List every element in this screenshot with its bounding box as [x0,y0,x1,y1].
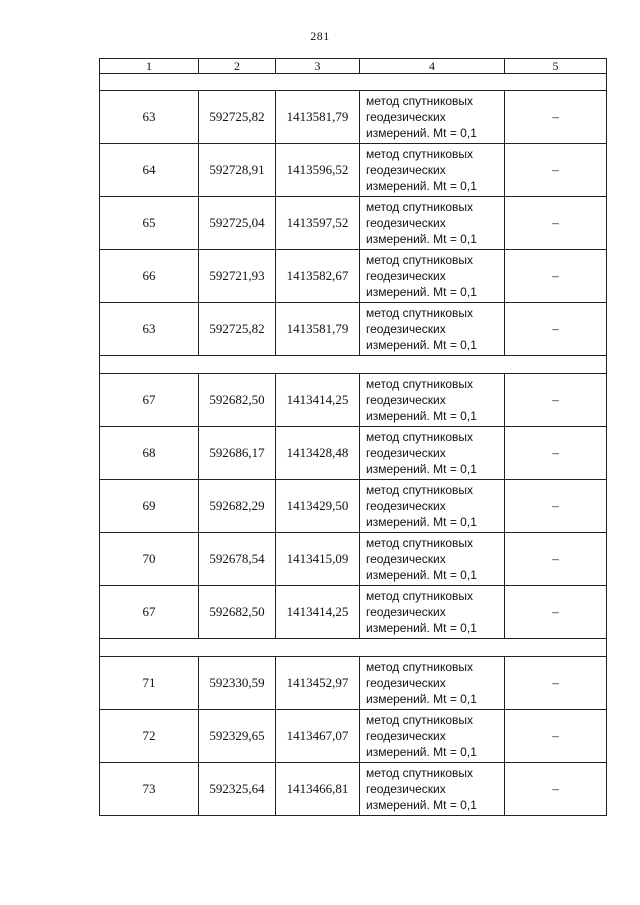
note-cell: – [505,657,607,710]
y-coordinate-cell: 1413466,81 [276,763,360,816]
point-number-cell: 72 [100,710,199,763]
block-separator-cell [100,356,607,374]
table-row [100,250,607,303]
point-number-cell: 71 [100,657,199,710]
note-cell: – [505,250,607,303]
y-coordinate-cell: 1413414,25 [276,374,360,427]
x-coordinate-cell: 592725,04 [199,197,276,250]
note-cell: – [505,144,607,197]
table-row [100,144,607,197]
method-cell: метод спутниковых геодезических измерений. Mt = 0,1 [360,197,505,250]
point-number-cell: 67 [100,586,199,639]
x-coordinate-cell: 592728,91 [199,144,276,197]
method-cell: метод спутниковых геодезических измерений. Mt = 0,1 [360,374,505,427]
method-cell: метод спутниковых геодезических измерений. Mt = 0,1 [360,303,505,356]
table-row [100,480,607,533]
y-coordinate-cell: 1413415,09 [276,533,360,586]
note-cell: – [505,533,607,586]
point-number-cell: 64 [100,144,199,197]
y-coordinate-cell: 1413596,52 [276,144,360,197]
y-coordinate-cell: 1413581,79 [276,91,360,144]
point-number-cell: 70 [100,533,199,586]
block-separator-cell [100,74,607,91]
point-number-cell: 67 [100,374,199,427]
method-cell: метод спутниковых геодезических измерений. Mt = 0,1 [360,710,505,763]
point-number-cell: 65 [100,197,199,250]
x-coordinate-cell: 592721,93 [199,250,276,303]
y-coordinate-cell: 1413582,67 [276,250,360,303]
x-coordinate-cell: 592725,82 [199,303,276,356]
coordinates-table [99,58,607,816]
x-coordinate-cell: 592725,82 [199,91,276,144]
table-row [100,657,607,710]
table-row [100,533,607,586]
method-cell: метод спутниковых геодезических измерений. Mt = 0,1 [360,480,505,533]
block-separator-row [100,639,607,657]
block-separator-cell [100,639,607,657]
point-number-cell: 66 [100,250,199,303]
y-coordinate-cell: 1413414,25 [276,586,360,639]
x-coordinate-cell: 592325,64 [199,763,276,816]
x-coordinate-cell: 592686,17 [199,427,276,480]
note-cell: – [505,197,607,250]
page-number: 281 [310,29,330,43]
point-number-cell: 68 [100,427,199,480]
y-coordinate-cell: 1413597,52 [276,197,360,250]
method-cell: метод спутниковых геодезических измерений. Mt = 0,1 [360,763,505,816]
header-col-4: 4 [360,59,505,74]
x-coordinate-cell: 592682,50 [199,586,276,639]
x-coordinate-cell: 592329,65 [199,710,276,763]
note-cell: – [505,480,607,533]
note-cell: – [505,427,607,480]
y-coordinate-cell: 1413452,97 [276,657,360,710]
method-cell: метод спутниковых геодезических измерений. Mt = 0,1 [360,250,505,303]
block-separator-row [100,356,607,374]
method-cell: метод спутниковых геодезических измерений. Mt = 0,1 [360,533,505,586]
table-row [100,91,607,144]
header-col-2: 2 [199,59,276,74]
header-col-1: 1 [100,59,199,74]
point-number-cell: 73 [100,763,199,816]
table-row [100,303,607,356]
table-row [100,586,607,639]
y-coordinate-cell: 1413467,07 [276,710,360,763]
method-cell: метод спутниковых геодезических измерений. Mt = 0,1 [360,427,505,480]
method-cell: метод спутниковых геодезических измерений. Mt = 0,1 [360,657,505,710]
x-coordinate-cell: 592682,50 [199,374,276,427]
table-row [100,197,607,250]
y-coordinate-cell: 1413429,50 [276,480,360,533]
header-col-5: 5 [505,59,607,74]
point-number-cell: 69 [100,480,199,533]
x-coordinate-cell: 592330,59 [199,657,276,710]
table-row [100,427,607,480]
y-coordinate-cell: 1413581,79 [276,303,360,356]
method-cell: метод спутниковых геодезических измерений. Mt = 0,1 [360,586,505,639]
table-row [100,374,607,427]
table-row [100,763,607,816]
note-cell: – [505,586,607,639]
method-cell: метод спутниковых геодезических измерений. Mt = 0,1 [360,91,505,144]
point-number-cell: 63 [100,91,199,144]
note-cell: – [505,91,607,144]
table-row [100,710,607,763]
note-cell: – [505,374,607,427]
y-coordinate-cell: 1413428,48 [276,427,360,480]
block-separator-row [100,74,607,91]
note-cell: – [505,710,607,763]
header-col-3: 3 [276,59,360,74]
header-row [100,59,607,74]
x-coordinate-cell: 592682,29 [199,480,276,533]
point-number-cell: 63 [100,303,199,356]
x-coordinate-cell: 592678,54 [199,533,276,586]
method-cell: метод спутниковых геодезических измерений. Mt = 0,1 [360,144,505,197]
note-cell: – [505,763,607,816]
note-cell: – [505,303,607,356]
